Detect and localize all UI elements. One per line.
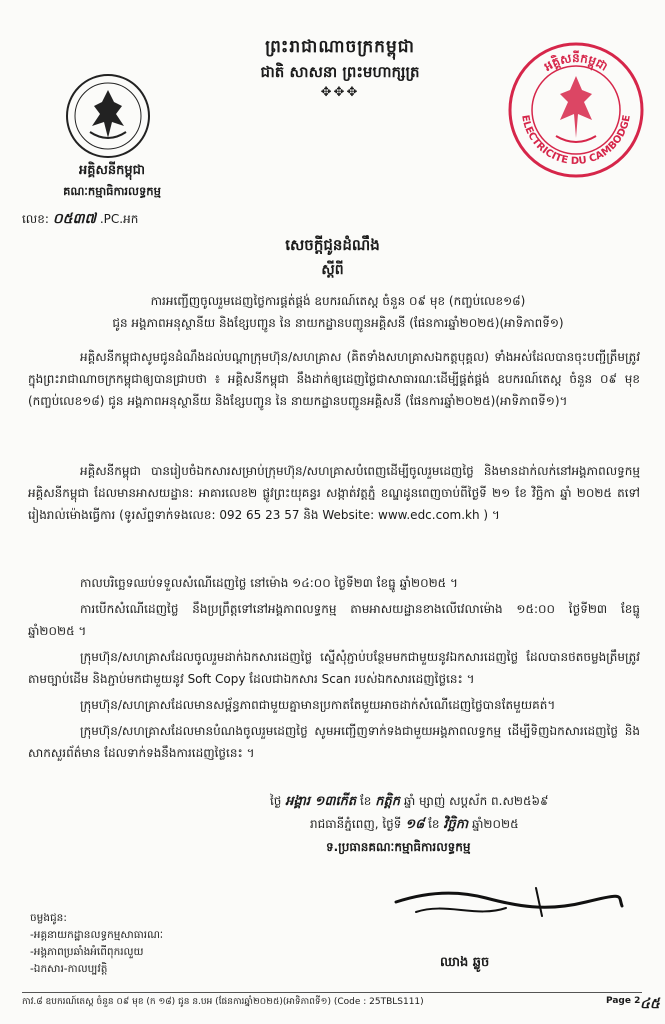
- signer-name: ឈាង ឆ្លូច: [440, 955, 490, 970]
- footer-divider: [22, 992, 642, 993]
- month-handwritten: វិច្ឆិកា: [443, 817, 469, 832]
- body-paragraph-4: ការបើកសំណើដេញថ្លៃ នឹងប្រព្រឹត្តទៅនៅអង្គភាពលទ្ធកម្ម តាមអាសយដ្ឋានខាងលើវេលាម៉ោង ១៥:០០ ថ្ងៃទី២៣ ខែធ្នូ ឆ្នាំ២០២៥ ។: [28, 602, 640, 638]
- page-number: Page 2: [606, 996, 641, 1006]
- body-paragraph-1: អគ្គិសនីកម្ពុជាសូមជូនដំណឹងដល់បណ្តាក្រុមហ៊ុន/សហគ្រាស (គិតទាំងសហគ្រាសឯកត្តបុគ្គល) ទាំងអស់ដែលបានចុះបញ្ជីត្រឹមត្រូវក្នុងព្រះរាជាណាចក្រកម្ពុជាឲ្យបានជ្រាបថា ៖ អគ្គិសនីកម្ពុជា នឹងដាក់ឲ្យដេញថ្លៃជាសាធារណៈដើម្បីផ្គត់ផ្គង់ ឧបករណ៍តេស្ត ចំនួន ០៩ មុខ (កញ្ចប់លេខ១៨) ជូន អង្គភាពអនុស្ថានីយ និងខ្សែបញ្ជូន នៃ នាយកដ្ឋានបញ្ជូនអគ្គិសនី (ផែនការឆ្នាំ២០២៥)(អាទិភាពទី១)។: [28, 350, 640, 408]
- organization-name: អគ្គិសនីកម្ពុជា: [78, 163, 145, 178]
- reference-number-value: ០៥៣៧: [52, 211, 97, 227]
- recipient-item: -អគ្គនាយកដ្ឋានលទ្ធកម្មសាធារណៈ: [30, 929, 164, 941]
- edc-logo-icon: [64, 72, 152, 160]
- recipient-item: -ឯកសារ-កាលប្បវត្តិ: [30, 963, 108, 975]
- subject-line-1: ការអញ្ជើញចូលរួមដេញថ្លៃការផ្គត់ផ្គង់ ឧបករណ៍តេស្ត ចំនួន ០៩ មុខ (កញ្ចប់លេខ១៨): [150, 294, 526, 308]
- copy-recipients: [30, 910, 163, 978]
- handwritten-signature-icon: [386, 872, 626, 942]
- lunar-month-handwritten: កត្តិក: [375, 794, 400, 809]
- city-date-line: [270, 813, 650, 836]
- recipients-heading: ចម្លងជូន:: [30, 912, 67, 924]
- procurement-committee: គណៈកម្មាធិការលទ្ធកម្ម: [63, 184, 161, 198]
- organization-block: [22, 162, 202, 201]
- kingdom-header: [200, 36, 480, 100]
- body-paragraph-5: ក្រុមហ៊ុន/សហគ្រាសដែលចូលរួមដាក់ឯកសារដេញថ្លៃ ស្នើសុំភ្ជាប់បន្ថែមមកជាមួយនូវឯកសារដេញថ្លៃ ដែលបានថតចម្លងត្រឹមត្រូវតាមច្បាប់ដើម និងភ្ជាប់មកជាមួយនូវ Soft Copy ដែលជាឯកសារ Scan របស់ឯកសារដេញថ្លៃនេះ ។: [28, 650, 640, 686]
- ornament-divider: ✥✥✥: [320, 85, 360, 100]
- kingdom-title: ព្រះរាជាណាចក្រកម្ពុជា: [265, 37, 415, 57]
- city-date-prefix: រាជធានីភ្នំពេញ, ថ្ងៃទី: [310, 817, 402, 831]
- handwritten-initials: ៤៥: [640, 996, 660, 1012]
- signature-block: [270, 790, 650, 858]
- lunar-date-line: [270, 790, 650, 813]
- body-paragraph-6: ក្រុមហ៊ុន/សហគ្រាសដែលមានសម្ព័ន្ធភាពជាមួយគ្នាមានប្រកាតតែមួយអាចដាក់សំណើដេញថ្លៃបានតែមួយគត់។: [80, 698, 556, 712]
- stamp-top-text: អគ្គិសនីកម្ពុជា: [541, 51, 611, 74]
- notice-heading: សេចក្តីជូនដំណឹង: [285, 236, 380, 254]
- signatory-title: ទ.ប្រធានគណៈកម្មាធិការលទ្ធកម្ម: [326, 840, 471, 854]
- reference-label: លេខ:: [22, 212, 49, 226]
- footer-code: កាវ.៨ ឧបករណ៍តេស្ត ចំនួន ០៩ មុខ (ក ១៨) ជូន ន.បអ (ផែនការឆ្នាំ២០២៥)(អាទិភាពទី១) (Code : 25TBLS111): [22, 997, 424, 1007]
- reference-number: [22, 209, 138, 230]
- day-handwritten: ១៨: [405, 817, 425, 832]
- lunar-date-prefix: ថ្ងៃ: [270, 794, 282, 808]
- body-paragraph-2: អគ្គិសនីកម្ពុជា បានរៀបចំឯកសារសម្រាប់ក្រុមហ៊ុន/សហគ្រាសបំពេញដើម្បីចូលរួមដេញថ្លៃ និងមានដាក់លក់នៅអង្គភាពលទ្ធកម្មអគ្គិសនីកម្ពុជា ដែលមានអាសយដ្ឋាន: អាគារលេខ២ ផ្លូវព្រះយុគន្ធរ សង្កាត់វត្តភ្នំ ខណ្ឌដូនពេញចាប់ពីថ្ងៃទី ២១ ខែ វិច្ឆិកា ឆ្នាំ ២០២៥ តទៅរៀងរាល់ម៉ោងធ្វើការ (ទូរស័ព្ទទាក់ទងលេខ: 092 65 23 57 និង Website: www.edc.com.kh ) ។: [28, 464, 640, 522]
- lunar-date-handwritten: អង្គារ ១៣កើត: [285, 794, 357, 809]
- svg-text:អគ្គិសនីកម្ពុជា: [541, 50, 610, 74]
- official-stamp-icon: [506, 40, 646, 180]
- body-paragraph-7: ក្រុមហ៊ុន/សហគ្រាសដែលមានបំណងចូលរួមដេញថ្លៃ សូមអញ្ជើញទាក់ទងជាមួយអង្គភាពលទ្ធកម្ម ដើម្បីទិញឯកសារដេញថ្លៃ និងសាកសួរព័ត៌មាន ដែលទាក់ទងនឹងការដេញថ្លៃនេះ ។: [28, 724, 640, 760]
- stamp-bottom-text: ELECTRICITE DU CAMBODGE: [519, 114, 633, 168]
- lunar-month-label: ខែ: [359, 794, 372, 808]
- notice-subject: [38, 290, 638, 334]
- national-motto: ជាតិ សាសនា ព្រះមហាក្សត្រ: [260, 63, 420, 81]
- body-paragraph-3: កាលបរិច្ឆេទឈប់ទទួលសំណើដេញថ្លៃ នៅម៉ោង ១៤:០០ ថ្ងៃទី២៣ ខែធ្នូ ឆ្នាំ២០២៥ ។: [80, 576, 458, 590]
- notice-title: [0, 236, 665, 281]
- reference-suffix: .PC.អក: [99, 212, 139, 226]
- lunar-year: ឆ្នាំ ម្សាញ់ សប្តស័ក ព.ស២៥៦៩: [403, 794, 549, 808]
- year: ឆ្នាំ២០២៥: [471, 817, 519, 831]
- month-label: ខែ: [428, 817, 440, 831]
- recipient-item: -អង្គភាពប្រឆាំងអំពើពុករលួយ: [30, 946, 144, 958]
- notice-subheading: ស្តីពី: [321, 262, 344, 278]
- subject-line-2: ជូន អង្គភាពអនុស្ថានីយ និងខ្សែបញ្ជូន នៃ នាយកដ្ឋានបញ្ជូនអគ្គិសនី (ផែនការឆ្នាំ២០២៥)(អាទិភាពទី១): [112, 316, 564, 330]
